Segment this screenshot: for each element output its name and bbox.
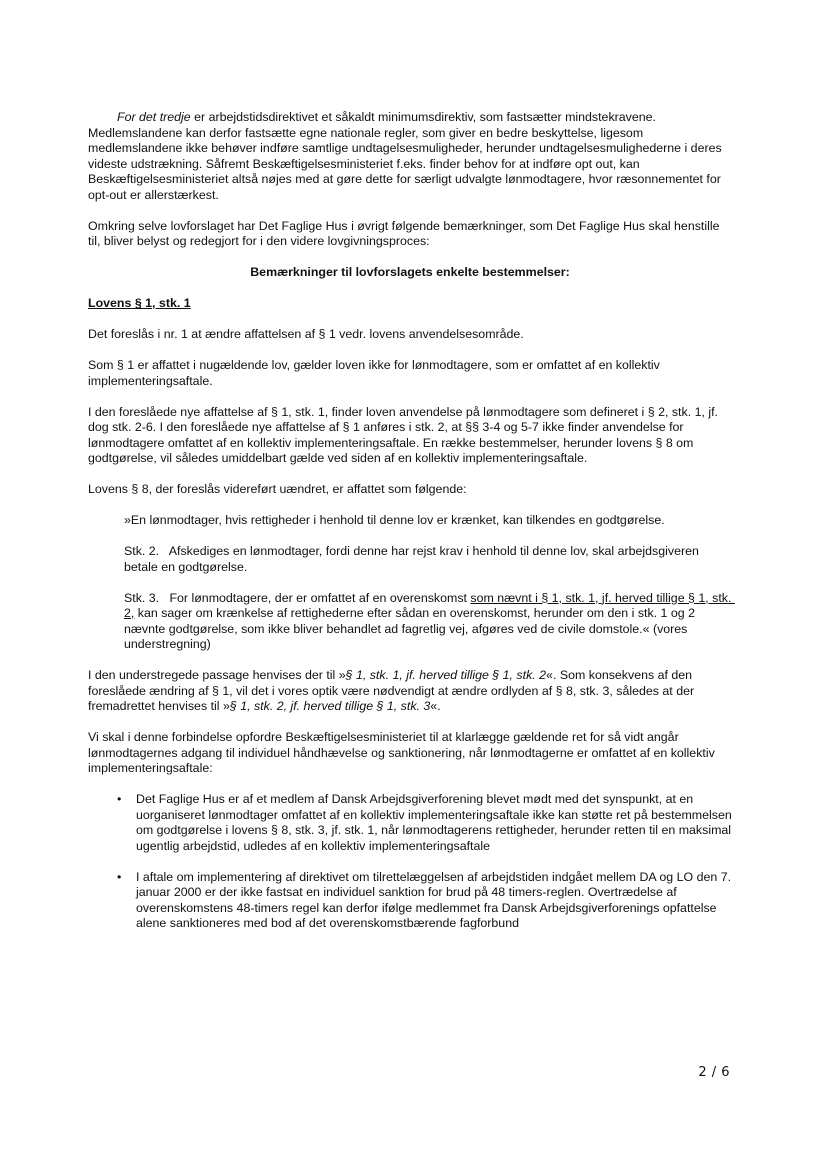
italic-reference: § 1, stk. 2, jf. herved tillige § 1, stk. 3: [229, 699, 431, 713]
heading-remarks: Bemærkninger til lovforslagets enkelte bestemmelser:: [250, 265, 570, 279]
paragraph-section8-intro: Lovens § 8, der foreslås videreført uændret, er affattet som følgende:: [88, 482, 467, 496]
paragraph-underlined-reference: [88, 668, 732, 715]
page-number: 2 / 6: [698, 1065, 730, 1080]
paragraph-ministry-request: Vi skal i denne forbindelse opfordre Beskæftigelsesministeriet til at klarlægge gældende ret for så vidt angår lønmodtagernes adgang til individuel håndhævelse og sanktionering, når lønmodtagerne er omfattet af en kollektiv implementeringsaftale:: [88, 730, 715, 775]
list-item: [88, 792, 732, 854]
quote-paragraph-1: »En lønmodtager, hvis rettigheder i henhold til denne lov er krænket, kan tilkendes en godtgørelse.: [124, 513, 665, 527]
paragraph-minimum-directive: [88, 110, 732, 203]
quote-text: kan sager om krænkelse af rettighederne efter sådan en overenskomst, herunder om den i stk. 1 og 2 nævnte godtgørelse, som ikke bliver behandlet ad fagretlig vej, afgøres ved de civile domstole.« (vores understregning): [124, 606, 699, 651]
paragraph-proposal: Det foreslås i nr. 1 at ændre affattelsen af § 1 vedr. lovens anvendelsesområde.: [88, 327, 524, 341]
underlined-passage: som nævnt i § 1, stk. 1, jf. herved tillige § 1, stk. 2,: [124, 590, 735, 620]
list-item-text: Det Faglige Hus er af et medlem af Dansk Arbejdsgiverforening blevet mødt med det synspunkt, at en uorganiseret lønmodtager omfattet af en kollektiv implementeringsaftale ikke kan støtte ret på bestemmelsen om godtgørelse i lovens § 8, stk. 3, jf. stk. 1, når lønmodtagerens rettigheder, herunder retten til en maksimal ugentlig arbejdstid, udledes af en kollektiv implementeringsaftale: [136, 792, 732, 853]
bullet-list: [88, 792, 732, 932]
paragraph-text: I den understregede passage henvises der til »: [88, 668, 346, 682]
bullet-icon: •: [117, 792, 122, 806]
paragraph-text: er arbejdstidsdirektivet et såkaldt minimumsdirektiv, som fastsætter mindstekravene. Medlemslandene kan derfor fastsætte egne nationale regler, som giver en bedre beskyttelse, ligesom medlemslandene ikke behøver indføre samtlige undtagelsesmuligheder, herunder undtagelsesmulighederne i deres videste udstrækning. Såfremt Beskæftigelsesministeriet f.eks. finder behov for at indføre opt out, kan Beskæftigelsesministeriet altså nøjes med at gøre dette for særligt udvalgte lønmodtagere, hvor ræsonnementet for opt-out er allerstærkest.: [88, 110, 722, 202]
list-item: [88, 870, 732, 932]
quote-paragraph-2: Stk. 2. Afskediges en lønmodtager, fordi denne har rejst krav i henhold til denne lov, skal arbejdsgiveren betale en godtgørelse.: [124, 544, 703, 574]
section-heading: Lovens § 1, stk. 1: [88, 296, 191, 310]
document-body: [88, 110, 735, 947]
quote-paragraph-3: [124, 590, 735, 653]
quote-text: Stk. 3. For lønmodtagere, der er omfattet af en overenskomst: [124, 590, 471, 605]
bullet-icon: •: [117, 869, 122, 884]
paragraph-lead-italic: For det tredje: [117, 110, 191, 124]
paragraph-new-wording: I den foreslåede nye affattelse af § 1, stk. 1, finder loven anvendelse på lønmodtagere som defineret i § 2, stk. 1, jf. dog stk. 2-6. I den foreslåede nye affattelse af § 1 anføres i stk. 2, at §§ 3-4 og 5-7 ikke finder anvendelse for lønmodtagere omfattet af en kollektiv implementeringsaftale. En række bestemmelser, herunder lovens § 8 om godtgørelse, vil således umiddelbart gælde ved siden af en kollektiv implementeringsaftale.: [88, 404, 718, 465]
paragraph-text: «. Som konsekvens af den foreslåede ændring af § 1, vil det i vores optik være nødvendigt at ændre ordlyden af § 8, stk. 3, således at der fremadrettet henvises til »: [88, 668, 695, 713]
paragraph-text: «.: [430, 699, 441, 713]
list-item-text: I aftale om implementering af direktivet om tilrettelæggelsen af arbejdstiden indgået mellem DA og LO den 7. januar 2000 er der ikke fastsat en individuel sanktion for brud på 48 timers-reglen. Overtrædelse af overenskomstens 48-timers regel kan derfor ifølge medlemmet fra Dansk Arbejdsgiverforenings opfattelse alene sanktioneres med bod af det overenskomstbærende fagforbund: [136, 869, 732, 930]
paragraph-remarks-intro: Omkring selve lovforslaget har Det Faglige Hus i øvrigt følgende bemærkninger, som Det Faglige Hus skal henstille til, bliver belyst og redegjort for i den videre lovgivningsproces:: [88, 218, 720, 248]
italic-reference: § 1, stk. 1, jf. herved tillige § 1, stk. 2: [345, 668, 547, 682]
paragraph-current-law: Som § 1 er affattet i nugældende lov, gælder loven ikke for lønmodtagere, som er omfattet af en kollektiv implementeringsaftale.: [88, 358, 660, 388]
